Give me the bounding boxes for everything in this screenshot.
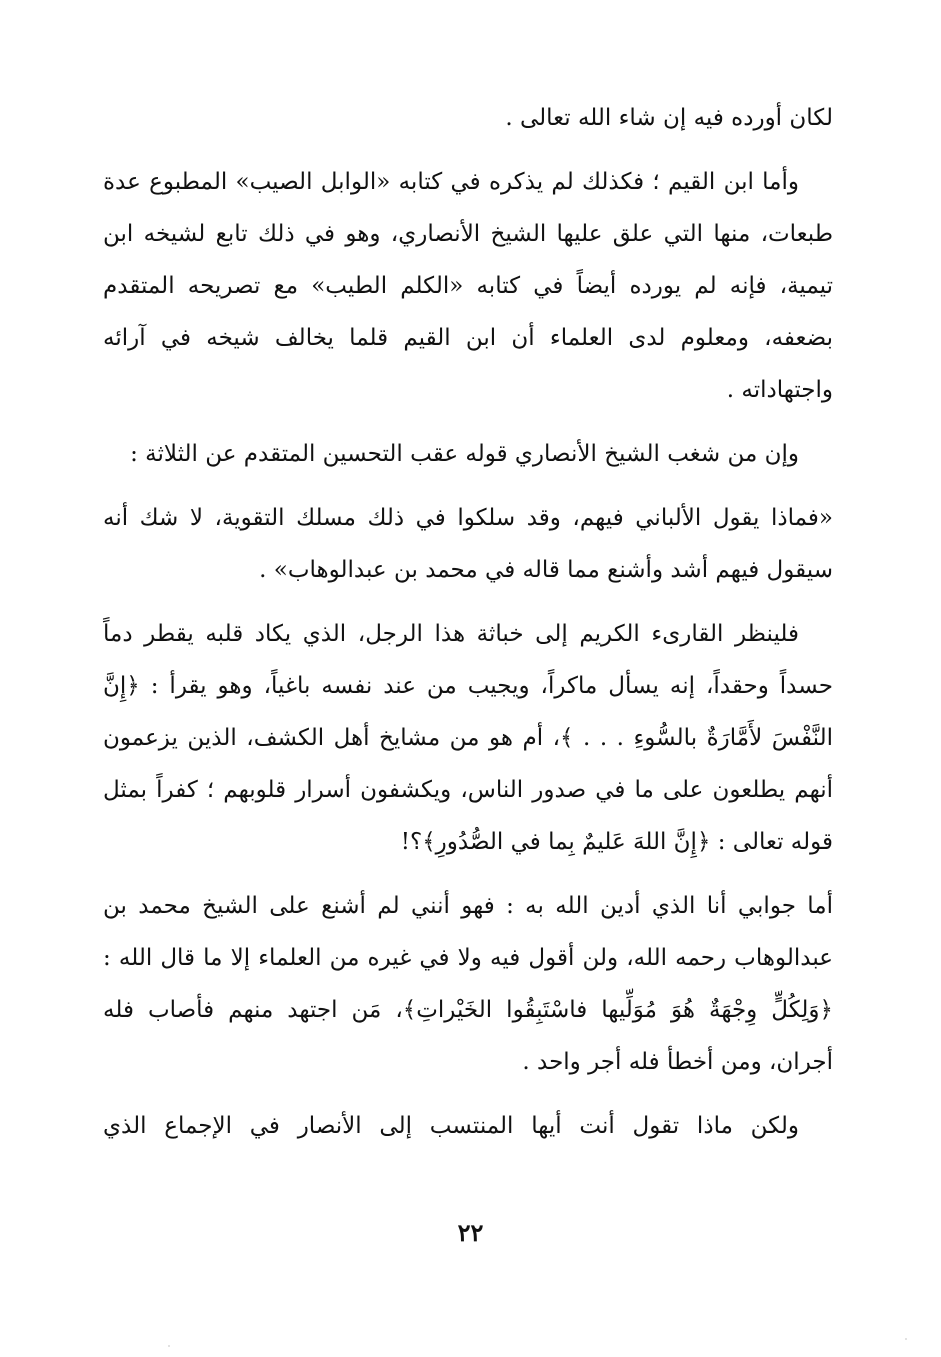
scan-speck xyxy=(905,1338,907,1340)
paragraph-2: وأما ابن القيم ؛ فكذلك لم يذكره في كتابه «الوابل الصيب» المطبوع عدة طبعات، منها التي علق عليها الشيخ الأنصاري، وهو في ذلك تابع لشيخه ابن تيمية، فإنه لم يورده أيضاً في كتابه «الكلم الطيب» مع تصريحه المتقدم بضعفه، ومعلوم لدى العلماء أن ابن القيم قلما يخالف شيخه في آرائه واجتهاداته . xyxy=(103,169,833,403)
paragraph-4-quote: «فماذا يقول الألباني فيهم، وقد سلكوا في ذلك مسلك التقوية، لا شك أنه سيقول فيهم أشد وأشنع مما قاله في محمد بن عبدالوهاب» . xyxy=(103,505,833,583)
paragraph-3: وإن من شغب الشيخ الأنصاري قوله عقب التحسين المتقدم عن الثلاثة : xyxy=(130,441,799,467)
paragraph-7: ولكن ماذا تقول أنت أيها المنتسب إلى الأنصار في الإجماع الذي xyxy=(103,1113,799,1139)
page-number: ٢٢ xyxy=(457,1218,484,1247)
page-body-text xyxy=(103,92,833,1164)
paragraph-6: أما جوابي أنا الذي أدين الله به : فهو أنني لم أشنع على الشيخ محمد بن عبدالوهاب رحمه الله، ولن أقول فيه ولا في غيره من العلماء إلا ما قال الله : ﴿وَلِكُلٍّ وِجْهَةٌ هُوَ مُوَلِّيها فاسْتَبِقُوا الخَيْراتِ﴾، مَن اجتهد منهم فأصاب فله أجران، ومن أخطأ فله أجر واحد . xyxy=(103,893,833,1075)
scan-speck xyxy=(168,1345,170,1347)
paragraph-1: لكان أورده فيه إن شاء الله تعالى . xyxy=(505,105,833,131)
paragraph-5: فلينظر القارىء الكريم إلى خباثة هذا الرجل، الذي يكاد قلبه يقطر دماً حسداً وحقداً، إنه يسأل ماكراً، ويجيب من عند نفسه باغياً، وهو يقرأ : ﴿إِنَّ النَّفْسَ لأَمَّارَةٌ بالسُّوءِ . . . ﴾، أم هو من مشايخ أهل الكشف، الذين يزعمون أنهم يطلعون على ما في صدور الناس، ويكشفون أسرار قلوبهم ؛ كفراً بمثل قوله تعالى : ﴿إِنَّ اللهَ عَليمٌ بِما في الصُّدُورِ﴾؟! xyxy=(103,621,833,855)
